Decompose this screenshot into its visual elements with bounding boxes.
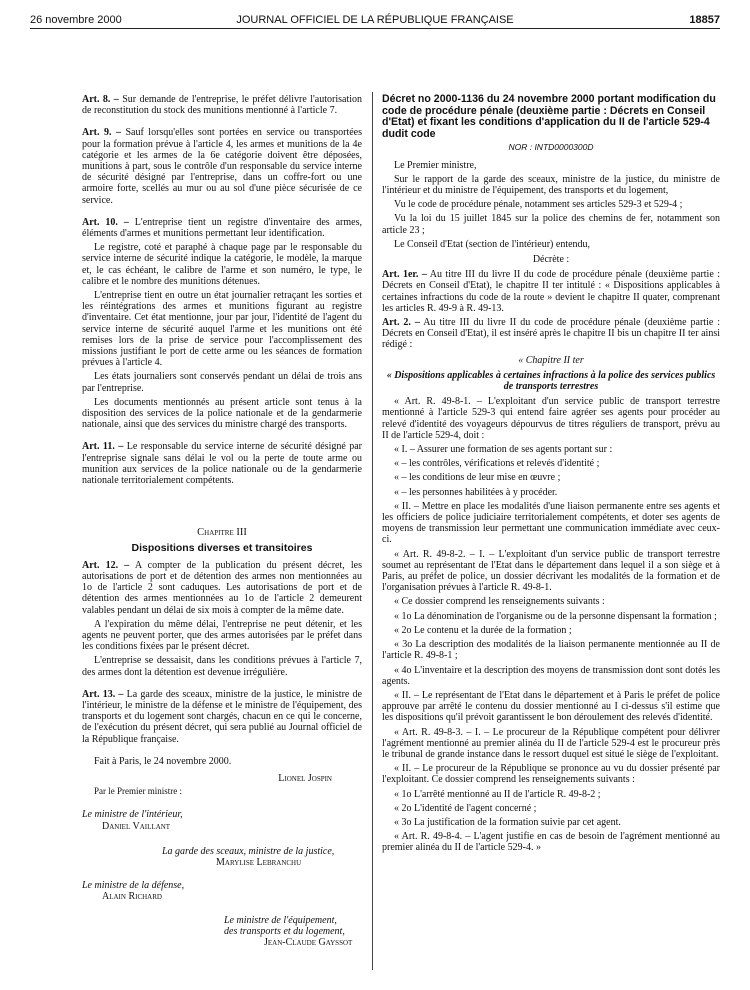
paragraph: Le Conseil d'Etat (section de l'intérieur) entendu, <box>394 238 591 250</box>
article-1: Art. 1er. – Au titre III du livre II du code de procédure pénale (deuxième partie : Décrets en Conseil d'Etat), le chapitre II ter intitulé : « Dispositions applicables à certaines infractions du code de la route » devient le chapitre II quater, comprenant les articles R. 49-9 à R. 49-13. <box>382 269 720 314</box>
chapter-heading: Chapitre III <box>197 527 247 539</box>
paragraph: Vu la loi du 15 juillet 1845 sur la police des chemins de fer, notamment son article 23 ; <box>382 213 720 236</box>
signature-interior: Le ministre de l'intérieur, Daniel Vaillant <box>82 809 183 832</box>
page-number: 18857 <box>689 14 720 26</box>
header-rule <box>30 28 720 29</box>
signature-justice: La garde des sceaux, ministre de la justice, Marylise Lebranchu <box>162 845 335 868</box>
nor-reference: NOR : INTD0000300D <box>508 142 594 153</box>
list-item: « 2o L'identité de l'agent concerné ; <box>394 802 537 814</box>
article-13: Art. 13. – La garde des sceaux, ministre de la justice, le ministre de l'intérieur, le ministre de la défense et le ministre de l'équipement, des transports et du logement sont chargés, chacun en ce qui le concerne, de l'exécution du présent décret, qui sera publié au Journal officiel de la République française. <box>82 688 362 745</box>
article-10: Art. 10. – L'entreprise tient un registre d'inventaire des armes, éléments d'armes et munitions permettant leur identification. <box>82 216 362 240</box>
paragraph: Les documents mentionnés au présent article sont tenus à la disposition des services de la police nationale et de la gendarmerie nationale, ainsi que des services du ministre chargé des transports. <box>82 396 362 431</box>
decree-title: Décret no 2000-1136 du 24 novembre 2000 portant modification du code de procédure pénale (deuxième partie : Décrets en Conseil d'Etat) et fixant les conditions d'application du II de l'article 529-4 dudit code <box>382 93 716 140</box>
article-2: Art. 2. – Au titre III du livre II du code de procédure pénale (deuxième partie : Décrets en Conseil d'Etat), il est inséré après le chapitre II bis un chapitre II ter ainsi rédigé : <box>382 317 721 351</box>
list-item: « 1o La dénomination de l'organisme ou de la personne dispensant la formation ; <box>394 610 717 622</box>
paragraph: Sur le rapport de la garde des sceaux, ministre de la justice, du ministre de l'intérieur et du ministre de l'équipement, des transports et du logement, <box>382 173 720 196</box>
article-r49-8-2: « Art. R. 49-8-2. – I. – L'exploitant d'un service public de transport terrestre soumet au représentant de l'Etat dans le département dans lequel il a son siège et à Paris, au préfet de police, un dossier décrivant les modalités de la formation et de l'organisation prévues à l'article R. 49-8-1. <box>382 548 720 594</box>
paragraph: Vu le code de procédure pénale, notamment ses articles 529-3 et 529-4 ; <box>394 199 683 211</box>
list-item: « – les personnes habilitées à y procéder. <box>394 486 558 498</box>
paragraph: Le registre, coté et paraphé à chaque page par le responsable du service interne de sécurité indique la catégorie, le modèle, la marque et, le cas échéant, le calibre de l'arme et son numéro, le type, le calibre et le nombre des munitions détenues. <box>82 242 362 287</box>
header-date: 26 novembre 2000 <box>30 14 122 26</box>
chapter-ii-ter: « Chapitre II ter <box>518 354 584 366</box>
paragraph: Le Premier ministre, <box>394 159 477 171</box>
list-item: « 2o Le contenu et la durée de la formation ; <box>394 624 572 636</box>
article-r49-8-3: « Art. R. 49-8-3. – I. – Le procureur de la République compétent pour délivrer l'agrément mentionné au premier alinéa du II de l'article 529-4 est le procureur près le tribunal de grande instance dans le ressort duquel est situé le siège de l'exploitant. <box>382 726 720 760</box>
list-item: « 4o L'inventaire et la description des moyens de transmission dont sont dotés les agents. <box>382 664 720 687</box>
article-r49-8-4: « Art. R. 49-8-4. – L'agent justifie en cas de besoin de l'agrément mentionné au premier alinéa du II de l'article 529-4. » <box>382 831 720 854</box>
paragraph: « Ce dossier comprend les renseignements suivants : <box>394 596 605 608</box>
list-item: « 3o La description des modalités de la liaison permanente mentionnée au II de l'article R. 49-8-1 ; <box>382 639 720 662</box>
article-r49-8-1: « Art. R. 49-8-1. – L'exploitant d'un service public de transport terrestre mentionné à l'article 529-3 qui entend faire agréer ses agents pour procéder au relevé d'identité des voyageurs dépourvus de titres réguliers de transport, prévu au II de l'article 529-4, doit : <box>382 396 720 441</box>
article-9: Art. 9. – Sauf lorsqu'elles sont portées en service ou transportées pour la formation prévue à l'article 4, les armes et munitions de la 4e catégorie et les armes de la 6e catégorie doivent être déposées, munitions à part, sous le contrôle d'un responsable du service interne de sécurité désigné par l'entreprise, dans un coffre-fort ou une armoire forte, scellés au mur ou au sol d'une pièce sécurisée de ce service. <box>82 127 363 206</box>
right-column <box>382 94 720 857</box>
page-header <box>30 8 720 30</box>
list-item: « 1o L'arrêté mentionné au II de l'article R. 49-8-2 ; <box>394 788 601 800</box>
paragraph: « II. – Le procureur de la République se prononce au vu du dossier présenté par l'exploitant. Ce dossier comprend les renseignements suivants : <box>382 763 720 786</box>
paragraph: « II. – Le représentant de l'Etat dans le département et à Paris le préfet de police approuve par arrêté le contenu du dossier mentionné au I ci-dessus s'il estime que les dispositions qu'il prévoit garantissent le bon déroulement des relevés d'identité. <box>382 689 720 724</box>
column-divider <box>372 92 373 970</box>
signature-caption: Par le Premier ministre : <box>94 786 182 797</box>
paragraph: Les états journaliers sont conservés pendant un délai de trois ans par l'entreprise. <box>82 371 362 394</box>
paragraph: « II. – Mettre en place les modalités d'une liaison permanente entre ses agents et les officiers de police judiciaire territorialement compétents, et doter ses agents de moyens de transmission leur permettant une communication immédiate avec ceux-ci. <box>382 500 720 546</box>
left-column <box>82 94 362 948</box>
signature-defense: Le ministre de la défense, Alain Richard <box>82 880 185 903</box>
done-at: Fait à Paris, le 24 novembre 2000. <box>94 755 232 767</box>
decrete: Décrète : <box>532 254 570 265</box>
paragraph: A l'expiration du même délai, l'entreprise ne peut détenir, et les agents ne peuvent porter, que des armes autorisées par le préfet dans les conditions fixées par le présent décret. <box>82 618 362 653</box>
section-title: « Dispositions applicables à certaines infractions à la police des services publics de transports terrestres <box>386 369 716 393</box>
signature-equipment: Le ministre de l'équipement, des transports et du logement, Jean-Claude Gayssot <box>224 914 353 948</box>
article-8: Art. 8. – Sur demande de l'entreprise, le préfet délivre l'autorisation de reconstitution du stock des munitions mentionné à l'article 7. <box>82 94 363 117</box>
paragraph: L'entreprise tient en outre un état journalier retraçant les sorties et les réintégrations des armes et munitions figurant au registre d'inventaire. Cet état mentionne, jour par jour, l'identité de l'agent du service interne de sécurité auquel l'arme et les munitions ont été remises lors de la prise de service pour l'accomplissement des missions justifiant le port de cette arme ou les séances de formation prévues à l'article 4. <box>82 290 362 369</box>
list-item: « – les conditions de leur mise en œuvre ; <box>394 472 561 484</box>
journal-title: JOURNAL OFFICIEL DE LA RÉPUBLIQUE FRANÇAISE <box>236 14 514 26</box>
article-11: Art. 11. – Le responsable du service interne de sécurité désigné par l'entreprise signale sans délai le vol ou la perte de toute arme ou munition aux services de la police nationale ou de la gendarmerie nationale territorialement compétents. <box>82 441 362 487</box>
list-item: « I. – Assurer une formation de ses agents portant sur : <box>394 444 613 456</box>
signature-pm: Lionel Jospin <box>278 772 332 784</box>
paragraph: L'entreprise se dessaisit, dans les conditions prévues à l'article 7, des armes dont la détention est devenue irrégulière. <box>82 655 362 678</box>
list-item: « 3o La justification de la formation suivie par cet agent. <box>394 816 621 828</box>
chapter-title: Dispositions diverses et transitoires <box>131 541 313 554</box>
article-12: Art. 12. – A compter de la publication du présent décret, les autorisations de port et de détention des armes non mentionnées au 1o de l'article 2 sont caduques. Les autorisations de port et de détention des armes mentionnées au 1o de l'article 2 demeurent valables pendant un délai de six mois à compter de la même date. <box>82 559 362 616</box>
list-item: « – les contrôles, vérifications et relevés d'identité ; <box>394 458 600 470</box>
